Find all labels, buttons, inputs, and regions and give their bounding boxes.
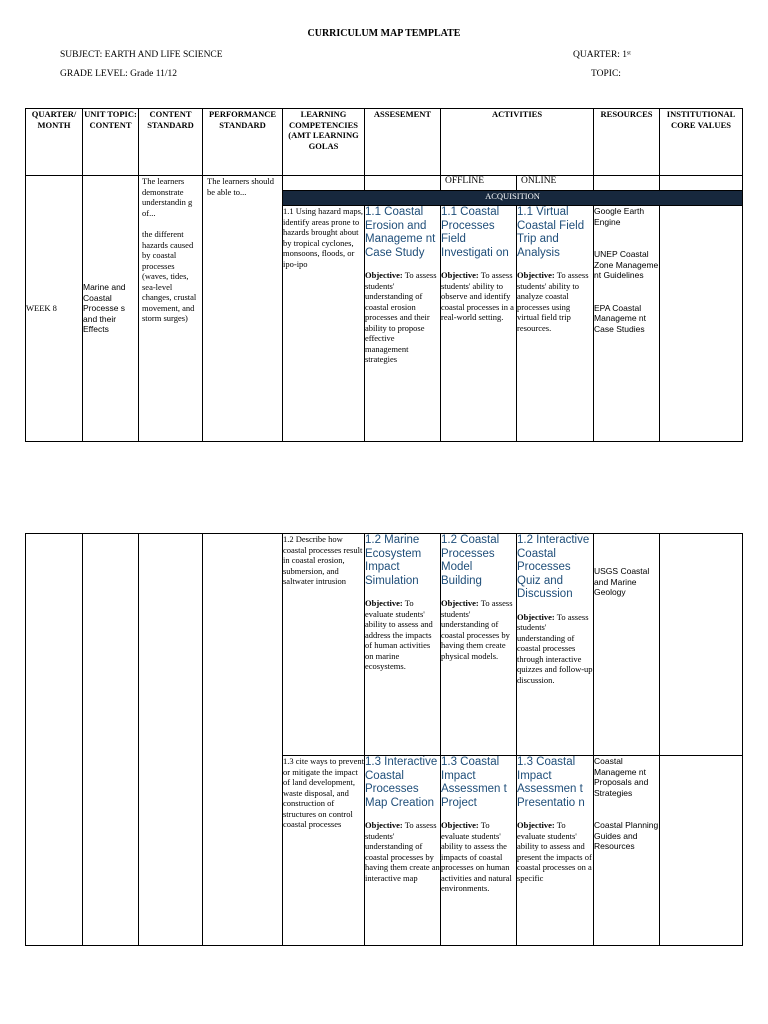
offline-label: OFFLINE bbox=[441, 176, 517, 191]
objective-label: Objective: bbox=[517, 611, 555, 622]
resources-cell bbox=[594, 756, 660, 946]
performance-standard-cell bbox=[203, 176, 283, 442]
performance-standard-text: The learners should be able to... bbox=[207, 176, 275, 197]
online-activity-cell bbox=[517, 534, 594, 756]
quarter-month-cell bbox=[26, 176, 83, 442]
competency-text: 1.1 Using hazard maps, identify areas prone to hazards brought about by tropical cyclones, monsoons, floods, or ipo-ipo bbox=[283, 206, 364, 269]
objective-label: Objective: bbox=[441, 820, 479, 830]
col-content-standard: CONTENT STANDARD bbox=[139, 109, 203, 176]
objective-label: Objective: bbox=[365, 270, 403, 280]
offline-activity-objective: Objective: To evaluate students' ability to assess the impacts of coastal processes on human activities and natural environments. bbox=[441, 820, 512, 893]
subheader-row bbox=[26, 176, 743, 191]
table-row bbox=[26, 534, 743, 756]
content-standard-cell bbox=[139, 176, 203, 442]
resource-item: UNEP Coastal Zone Manageme nt Guidelines bbox=[594, 249, 659, 280]
offline-activity-objective: Objective: To assess students' understanding of coastal processes by having them create physical models. bbox=[441, 598, 513, 661]
assessment-cell bbox=[365, 534, 441, 756]
objective-label: Objective: bbox=[365, 820, 403, 830]
online-activity-cell bbox=[517, 206, 594, 442]
col-learning-competencies: LEARNING COMPETENCIES (AMT LEARNING GOLAS bbox=[283, 109, 365, 176]
resources-blank bbox=[594, 176, 660, 191]
assessment-objective: Objective: To assess students' understanding of coastal erosion processes and their ability to propose effective management strategies bbox=[365, 270, 437, 364]
page-title: CURRICULUM MAP TEMPLATE bbox=[307, 28, 461, 39]
assessment-objective: Objective: To evaluate students' ability to assess and address the impacts of human activities on marine ecosystems. bbox=[365, 598, 433, 671]
grade-level-label: GRADE LEVEL: Grade 11/12 bbox=[60, 69, 178, 79]
subject-label: SUBJECT: EARTH AND LIFE SCIENCE bbox=[60, 50, 223, 60]
acquisition-bar: ACQUISITION bbox=[283, 191, 743, 206]
online-activity-objective: Objective: To assess students' understanding of coastal processes through interactive quizzes and follow-up discussion. bbox=[517, 611, 593, 685]
resource-item: EPA Coastal Manageme nt Case Studies bbox=[594, 302, 646, 334]
col-activities: ACTIVITIES bbox=[441, 109, 594, 176]
col-performance-standard: PERFORMANCE STANDARD bbox=[203, 109, 283, 176]
assessment-title: 1.1 Coastal Erosion and Manageme nt Case Study bbox=[365, 206, 436, 259]
objective-label: Objective: bbox=[365, 598, 403, 608]
assessment-title: 1.2 Marine Ecosystem Impact Simulation bbox=[365, 534, 422, 587]
week-label: WEEK 8 bbox=[26, 303, 57, 314]
assessment-cell bbox=[365, 206, 441, 442]
competency-text: 1.2 Describe how coastal processes result in coastal erosion, submersion, and saltwater intrusion bbox=[283, 534, 363, 586]
core-values-cell bbox=[660, 756, 743, 946]
col-quarter-month: QUARTER/ MONTH bbox=[26, 109, 83, 176]
online-activity-title: 1.2 Interactive Coastal Processes Quiz and Discussion bbox=[517, 534, 590, 600]
competency-cell bbox=[283, 756, 365, 946]
online-activity-objective: Objective: To assess students' ability to analyze coastal processes using virtual field trip resources. bbox=[517, 270, 589, 333]
core-values-blank bbox=[660, 176, 743, 191]
resources-cell bbox=[594, 534, 660, 756]
offline-activity-title: 1.3 Coastal Impact Assessmen t Project bbox=[441, 756, 507, 809]
header-row bbox=[26, 109, 743, 176]
assessment-cell bbox=[365, 756, 441, 946]
objective-label: Objective: bbox=[441, 598, 479, 608]
competency-text: 1.3 cite ways to prevent or mitigate the impact of land development, waste disposal, and construction of structures on control coastal processes bbox=[283, 756, 364, 829]
offline-activity-cell bbox=[441, 534, 517, 756]
online-activity-title: 1.1 Virtual Coastal Field Trip and Analysis bbox=[517, 206, 585, 259]
assessment-blank bbox=[365, 176, 441, 191]
curriculum-table-2 bbox=[25, 533, 743, 946]
resource-item: Google Earth Engine bbox=[594, 206, 645, 227]
competency-cell bbox=[283, 206, 365, 442]
core-values-cell bbox=[660, 206, 743, 442]
curriculum-table-1 bbox=[25, 108, 743, 442]
assessment-title: 1.3 Interactive Coastal Processes Map Creation bbox=[365, 756, 438, 809]
offline-activity-title: 1.1 Coastal Processes Field Investigati on bbox=[441, 206, 509, 259]
competency-blank bbox=[283, 176, 365, 191]
offline-activity-objective: Objective: To assess students' ability to observe and identify coastal processes in a real-world setting. bbox=[441, 270, 514, 322]
performance-standard-cell bbox=[203, 534, 283, 946]
offline-activity-cell bbox=[441, 206, 517, 442]
resource-item: Coastal Planning Guides and Resources bbox=[594, 820, 659, 851]
offline-activity-cell bbox=[441, 756, 517, 946]
content-standard-intro: The learners demonstrate understandin g of... bbox=[142, 176, 193, 218]
resources-cell bbox=[594, 206, 660, 442]
unit-topic-cell bbox=[83, 534, 139, 946]
offline-activity-title: 1.2 Coastal Processes Model Building bbox=[441, 534, 500, 587]
unit-topic-cell bbox=[83, 176, 139, 442]
online-activity-cell bbox=[517, 756, 594, 946]
objective-label: Objective: bbox=[517, 820, 555, 830]
core-values-cell bbox=[660, 534, 743, 756]
objective-label: Objective: bbox=[517, 270, 555, 280]
assessment-objective: Objective: To assess students' understanding of coastal processes by having them create an interactive map bbox=[365, 820, 440, 883]
quarter-month-cell bbox=[26, 534, 83, 946]
unit-topic-text: Marine and Coastal Processe s and their Effects bbox=[83, 282, 126, 335]
col-unit-topic: UNIT TOPIC: CONTENT bbox=[83, 109, 139, 176]
resource-item: USGS Coastal and Marine Geology bbox=[594, 566, 650, 597]
competency-cell bbox=[283, 534, 365, 756]
content-standard-body: the different hazards caused by coastal processes (waves, tides, sea-level changes, crustal movement, and storm surges) bbox=[142, 229, 197, 323]
online-label: ONLINE bbox=[517, 176, 594, 191]
topic-label: TOPIC: bbox=[591, 69, 621, 79]
col-assessment: ASSESEMENT bbox=[365, 109, 441, 176]
online-activity-title: 1.3 Coastal Impact Assessmen t Presentatio n bbox=[517, 756, 585, 809]
content-standard-cell bbox=[139, 534, 203, 946]
online-activity-objective: Objective: To evaluate students' ability to assess and present the impacts of coastal processes on a specific bbox=[517, 820, 592, 883]
objective-label: Objective: bbox=[441, 270, 479, 280]
resource-item: Coastal Manageme nt Proposals and Strategies bbox=[594, 756, 649, 798]
quarter-label: QUARTER: 1ˢᵗ bbox=[573, 50, 631, 60]
col-resources: RESOURCES bbox=[594, 109, 660, 176]
col-core-values: INSTITUTIONAL CORE VALUES bbox=[660, 109, 743, 176]
